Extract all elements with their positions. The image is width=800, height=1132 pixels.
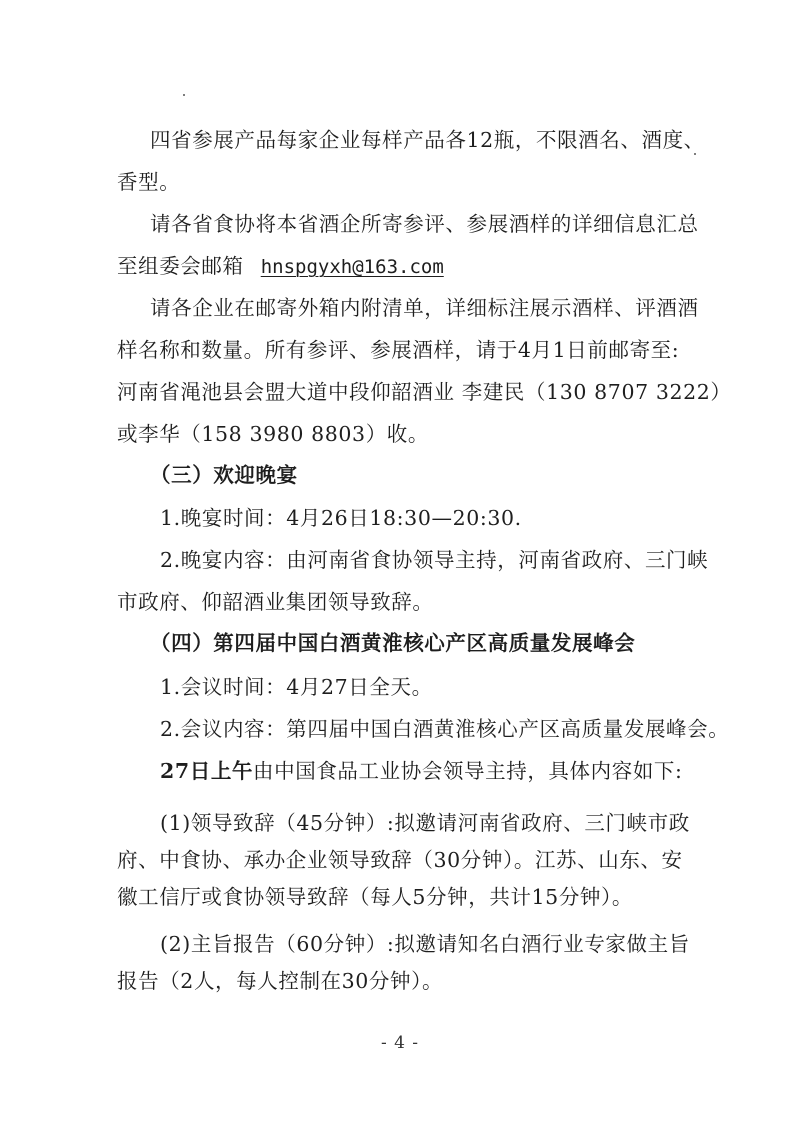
scan-speck (183, 94, 185, 96)
paragraph-line: 四省参展产品每家企业每样产品各12瓶，不限酒名、酒度、 (150, 128, 705, 152)
paragraph-line: 报告（2人，每人控制在30分钟）。 (117, 969, 444, 993)
paragraph-line: 请各省食协将本省酒企所寄参评、参展酒样的详细信息汇总 (150, 212, 699, 236)
email-label: 至组委会邮箱 (117, 254, 244, 278)
paragraph-line: 市政府、仰韶酒业集团领导致辞。 (117, 590, 434, 614)
paragraph-line: 1.会议时间：4月27日全天。 (160, 675, 433, 699)
paragraph-line: 或李华（158 3980 8803）收。 (117, 422, 430, 446)
paragraph-line: 样名称和数量。所有参评、参展酒样，请于4月1日前邮寄至: (117, 338, 680, 362)
section-heading: （三）欢迎晚宴 (150, 463, 298, 487)
organizer-email-link[interactable]: hnspgyxh@163.com (260, 256, 444, 278)
paragraph-line: 2.会议内容：第四届中国白酒黄淮核心产区高质量发展峰会。 (160, 717, 730, 741)
paragraph-line: (2)主旨报告（60分钟）:拟邀请知名白酒行业专家做主旨 (160, 932, 690, 956)
paragraph-line (160, 756, 683, 786)
paragraph-line: 1.晚宴时间：4月26日18:30—20:30. (160, 506, 522, 530)
paragraph-line: 徽工信厅或食协领导致辞（每人5分钟，共计15分钟）。 (117, 885, 633, 909)
paragraph-line (117, 251, 444, 282)
page-number: - 4 - (380, 1033, 420, 1053)
paragraph-line: 府、中食协、承办企业领导致辞（30分钟）。江苏、山东、安 (117, 848, 683, 872)
paragraph-line: (1)领导致辞（45分钟）:拟邀请河南省政府、三门峡市政 (160, 811, 690, 835)
section-heading: （四）第四届中国白酒黄淮核心产区高质量发展峰会 (150, 631, 636, 655)
paragraph-line: 香型。 (117, 170, 181, 194)
morning-label: 27日上午 (160, 759, 254, 783)
morning-description: 由中国食品工业协会领导主持，具体内容如下: (253, 759, 683, 783)
paragraph-line: 请各企业在邮寄外箱内附清单，详细标注展示酒样、评酒酒 (150, 296, 699, 320)
paragraph-line: 2.晚宴内容：由河南省食协领导主持，河南省政府、三门峡 (160, 548, 709, 572)
paragraph-line: 河南省渑池县会盟大道中段仰韶酒业 李建民（130 8707 3222） (117, 380, 732, 404)
